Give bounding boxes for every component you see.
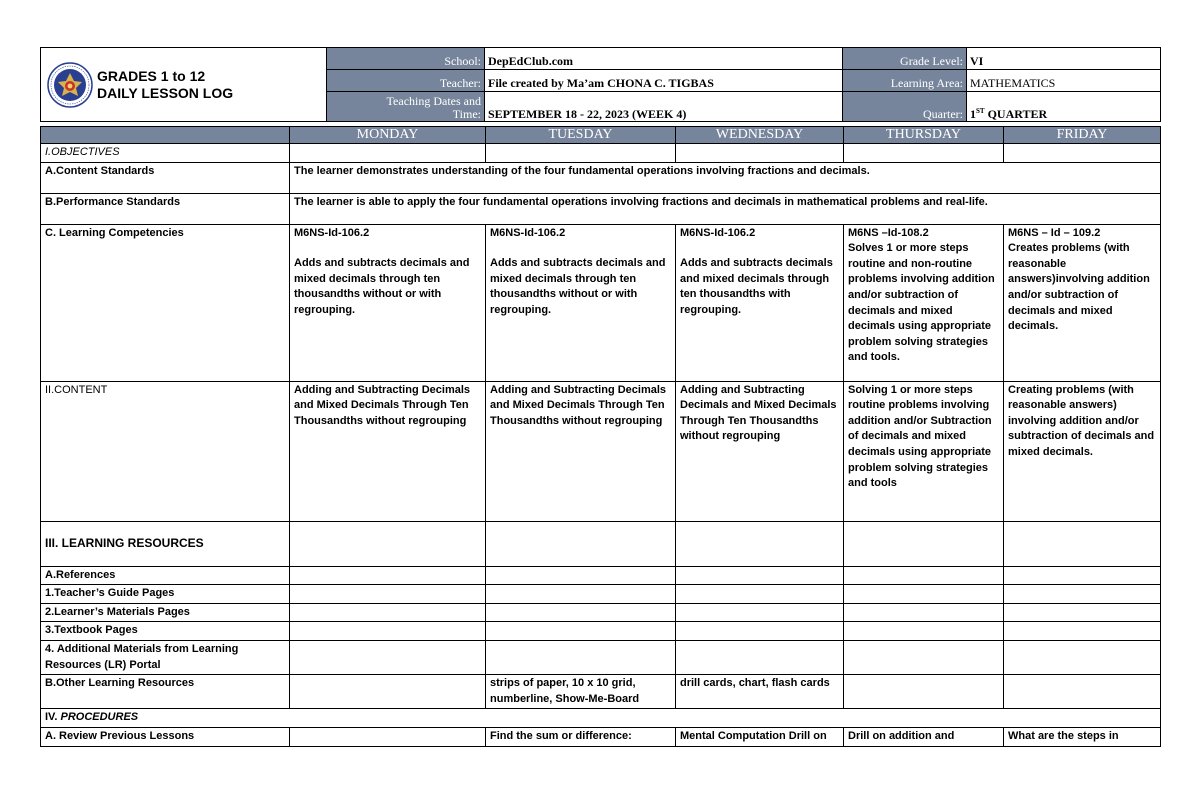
additional-cell [290, 640, 486, 674]
resources-cell [844, 521, 1004, 566]
review-cell: Drill on addition and [844, 727, 1004, 746]
additional-materials-label: 4. Additional Materials from Learning Resources (LR) Portal [41, 640, 290, 674]
learning-area-label: Learning Area: [843, 70, 967, 92]
references-cell [290, 566, 486, 585]
learners-materials-row [41, 603, 1161, 622]
review-cell: What are the steps in [1004, 727, 1161, 746]
other-resources-cell [1004, 675, 1161, 709]
competency-text: Adds and subtracts decimals and mixed decimals through ten thousandths without or with regrouping. [490, 257, 666, 316]
resources-cell [676, 521, 844, 566]
procedures-label [41, 709, 1161, 728]
tg-cell [290, 585, 486, 604]
textbook-label: 3.Textbook Pages [41, 622, 290, 641]
learning-area-value: MATHEMATICS [967, 70, 1161, 92]
references-label: A.References [41, 566, 290, 585]
objectives-cell [676, 144, 844, 163]
tg-cell [1004, 585, 1161, 604]
references-cell [676, 566, 844, 585]
teaching-dates-label-line-1: Teaching Dates and [386, 94, 481, 108]
quarter-number: 1 [970, 107, 976, 121]
learning-resources-num: III. [45, 535, 62, 550]
tg-cell [676, 585, 844, 604]
lm-cell [844, 603, 1004, 622]
performance-standards-row [41, 193, 1161, 224]
other-resources-cell [844, 675, 1004, 709]
day-header-row [41, 127, 1161, 144]
content-row [41, 381, 1161, 521]
quarter-text: QUARTER [984, 107, 1048, 121]
objectives-cell [1004, 144, 1161, 163]
teachers-guide-row [41, 585, 1161, 604]
references-cell [844, 566, 1004, 585]
content-cell: Solving 1 or more steps routine problems involving addition and/or Subtraction of decimals and mixed decimals using appropriate problem solving strategies and tools [844, 381, 1004, 521]
textbook-cell [290, 622, 486, 641]
competencies-row [41, 224, 1161, 381]
performance-standards-text: The learner is able to apply the four fundamental operations involving fractions and decimals in mathematical problems and real-life. [290, 193, 1161, 224]
review-label: A. Review Previous Lessons [41, 727, 290, 746]
competency-code: M6NS-Id-106.2 [490, 226, 566, 239]
content-standards-row [41, 162, 1161, 193]
content-cell: Adding and Subtracting Decimals and Mixed Decimals Through Ten Thousandths without regrouping [676, 381, 844, 521]
learners-materials-label: 2.Learner’s Materials Pages [41, 603, 290, 622]
resources-cell [290, 521, 486, 566]
review-cell: Find the sum or difference: [486, 727, 676, 746]
additional-cell [844, 640, 1004, 674]
teaching-dates-value: SEPTEMBER 18 - 22, 2023 (WEEK 4) [485, 92, 843, 122]
teacher-value: File created by Ma’am CHONA C. TIGBAS [485, 70, 843, 92]
content-cell: Creating problems (with reasonable answers) involving addition and/or subtraction of decimals and mixed decimals. [1004, 381, 1161, 521]
competency-cell [1004, 224, 1161, 381]
objectives-cell [290, 144, 486, 163]
competency-text: Solves 1 or more steps routine and non-routine problems involving addition and/or subtraction of decimals and mixed decimals using appropriate problem solving strategies and tools. [848, 242, 995, 364]
review-row [41, 727, 1161, 746]
objectives-row [41, 144, 1161, 163]
objectives-cell [844, 144, 1004, 163]
other-resources-row [41, 675, 1161, 709]
resources-cell [1004, 521, 1161, 566]
day-header-monday: MONDAY [290, 127, 486, 144]
day-header-friday: FRIDAY [1004, 127, 1161, 144]
day-header-wednesday: WEDNESDAY [676, 127, 844, 144]
textbook-cell [1004, 622, 1161, 641]
content-standards-text: The learner demonstrates understanding of the four fundamental operations involving fractions and decimals. [290, 162, 1161, 193]
other-resources-cell: strips of paper, 10 x 10 grid, numberline, Show-Me-Board [486, 675, 676, 709]
competency-text: Creates problems (with reasonable answers)involving addition and/or subtraction of decimals and mixed decimals. [1008, 242, 1150, 333]
competency-code: M6NS –Id-108.2 [848, 226, 929, 239]
competency-cell [844, 224, 1004, 381]
additional-cell [486, 640, 676, 674]
day-header-blank [41, 127, 290, 144]
learning-resources-label [41, 521, 290, 566]
lm-cell [290, 603, 486, 622]
title-block [41, 48, 327, 122]
textbook-cell [676, 622, 844, 641]
day-header-tuesday: TUESDAY [486, 127, 676, 144]
teacher-label: Teacher: [327, 70, 485, 92]
school-label: School: [327, 48, 485, 70]
procedures-row [41, 709, 1161, 728]
title-line-2: DAILY LESSON LOG [97, 84, 234, 101]
deped-seal-icon [47, 62, 93, 108]
grade-level-value: VI [967, 48, 1161, 70]
quarter-value [967, 92, 1161, 122]
references-cell [486, 566, 676, 585]
content-label [41, 381, 290, 521]
teaching-dates-label-line-2: Time: [452, 107, 481, 121]
competency-cell [676, 224, 844, 381]
procedures-text: PROCEDURES [60, 711, 139, 724]
additional-materials-row [41, 640, 1161, 674]
textbook-row [41, 622, 1161, 641]
performance-standards-label: B.Performance Standards [41, 193, 290, 224]
content-label-num: II. [45, 383, 55, 396]
additional-cell [676, 640, 844, 674]
textbook-cell [486, 622, 676, 641]
resources-cell [486, 521, 676, 566]
other-resources-label: B.Other Learning Resources [41, 675, 290, 709]
day-header-thursday: THURSDAY [844, 127, 1004, 144]
school-value: DepEdClub.com [485, 48, 843, 70]
quarter-suffix: ST [976, 107, 985, 115]
competency-text: Adds and subtracts decimals and mixed decimals through ten thousandths without or with regrouping. [294, 257, 470, 316]
references-row [41, 566, 1161, 585]
references-cell [1004, 566, 1161, 585]
additional-cell [1004, 640, 1161, 674]
title-line-1: GRADES 1 to 12 [97, 67, 206, 84]
grade-level-label: Grade Level: [843, 48, 967, 70]
review-cell: Mental Computation Drill on [676, 727, 844, 746]
competency-cell [290, 224, 486, 381]
content-cell: Adding and Subtracting Decimals and Mixed Decimals Through Ten Thousandths without regrouping [486, 381, 676, 521]
competency-code: M6NS – Id – 109.2 [1008, 226, 1101, 239]
other-resources-cell [290, 675, 486, 709]
competency-code: M6NS-Id-106.2 [680, 226, 756, 239]
lesson-log-header [40, 47, 1160, 121]
teachers-guide-label: 1.Teacher’s Guide Pages [41, 585, 290, 604]
competency-cell [486, 224, 676, 381]
content-standards-label: A.Content Standards [41, 162, 290, 193]
teaching-dates-label [327, 92, 485, 122]
procedures-num: IV. [45, 711, 61, 724]
competencies-label: C. Learning Competencies [41, 224, 290, 381]
tg-cell [844, 585, 1004, 604]
objectives-cell [486, 144, 676, 163]
lm-cell [676, 603, 844, 622]
lm-cell [1004, 603, 1161, 622]
textbook-cell [844, 622, 1004, 641]
competency-text: Adds and subtracts decimals and mixed decimals through ten thousandths with regrouping. [680, 257, 833, 316]
lm-cell [486, 603, 676, 622]
content-cell: Adding and Subtracting Decimals and Mixed Decimals Through Ten Thousandths without regrouping [290, 381, 486, 521]
lesson-log-table [40, 126, 1160, 747]
learning-resources-row [41, 521, 1161, 566]
content-label-text: CONTENT [54, 383, 108, 396]
other-resources-cell: drill cards, chart, flash cards [676, 675, 844, 709]
competency-code: M6NS-Id-106.2 [294, 226, 370, 239]
tg-cell [486, 585, 676, 604]
quarter-label: Quarter: [843, 92, 967, 122]
objectives-label: I.OBJECTIVES [41, 144, 290, 163]
learning-resources-text: LEARNING RESOURCES [61, 535, 204, 550]
review-cell [290, 727, 486, 746]
